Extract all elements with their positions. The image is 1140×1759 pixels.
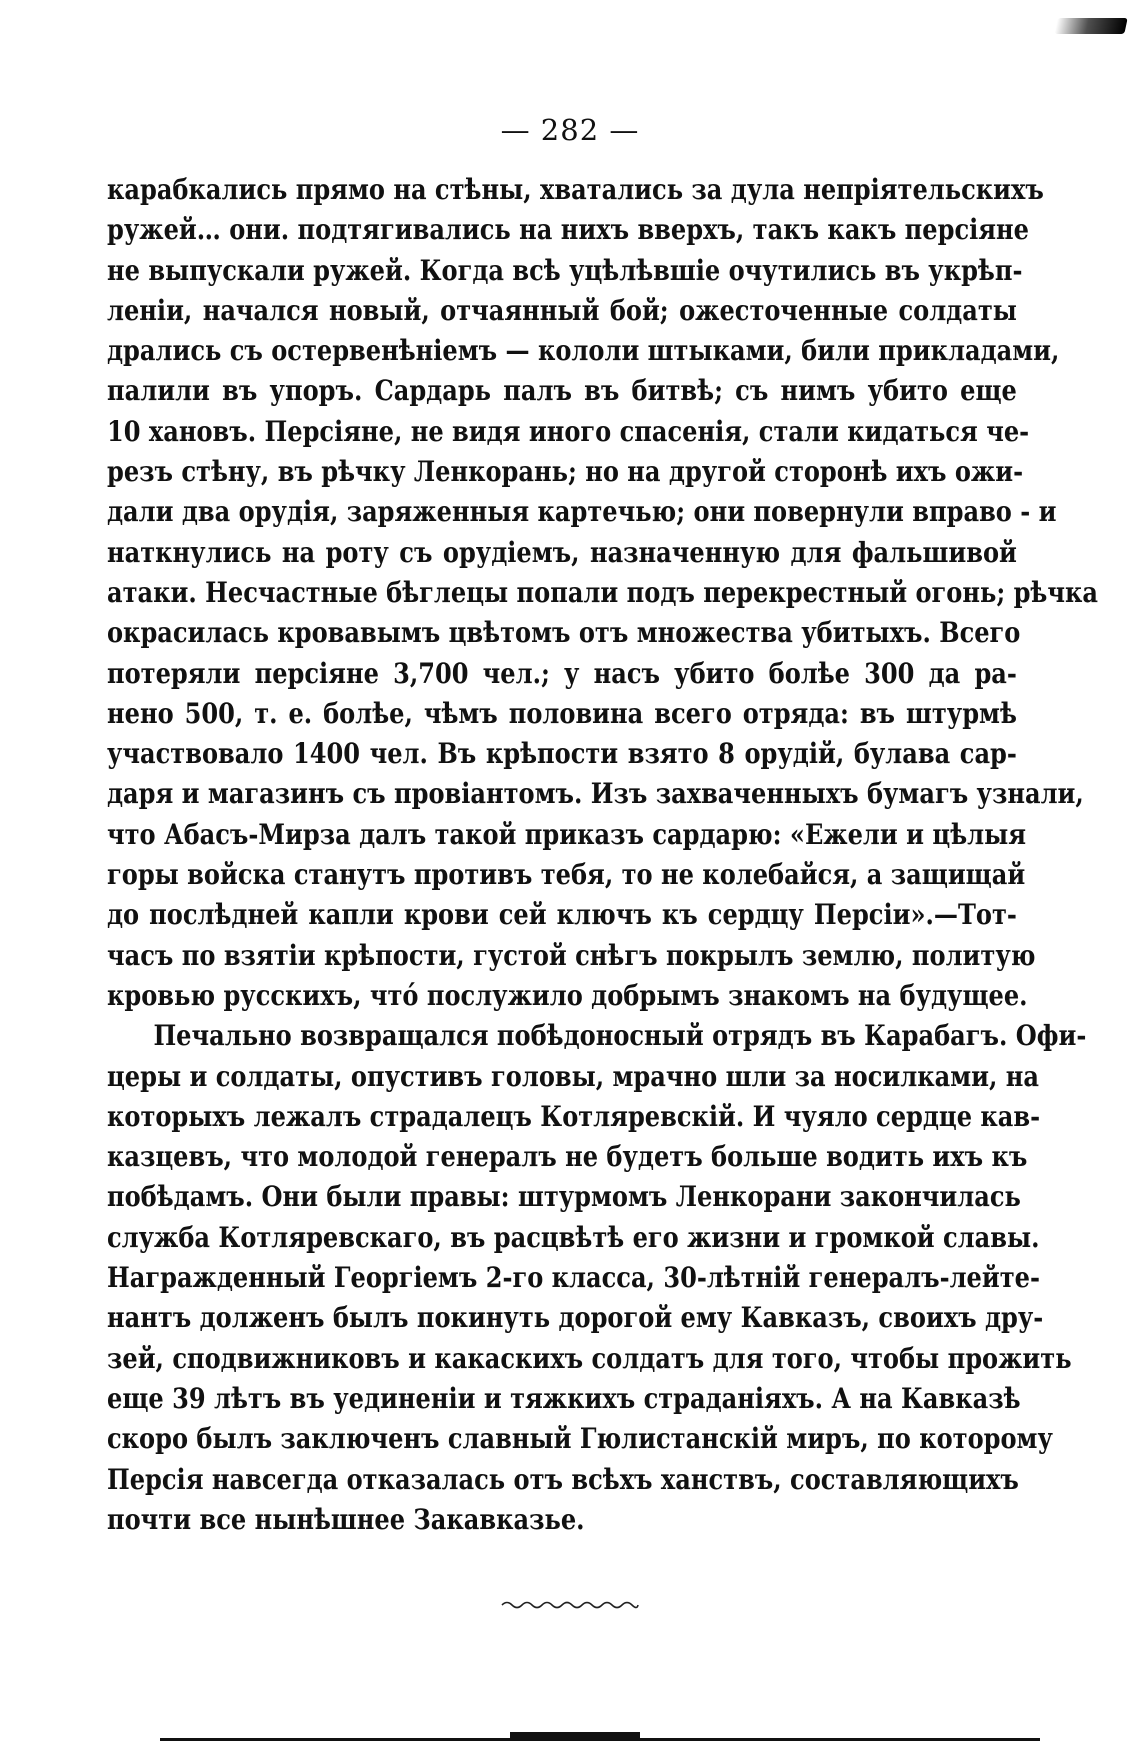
ornament-divider [0, 1598, 1140, 1612]
text-line: Награжденный Георгіемъ 2-го класса, 30-лѣтній генералъ-лейте- [107, 1261, 1040, 1295]
text-line: казцевъ, что молодой генералъ не будетъ больше водить ихъ къ [107, 1140, 1028, 1174]
text-line: что Абасъ-Мирза далъ такой приказъ сардарю: «Ежели и цѣлыя [107, 817, 1027, 851]
text-line: дали два орудія, заряженныя картечью; они повернули вправо - и [107, 495, 1057, 529]
text-line: нантъ долженъ былъ покинуть дорогой ему Кавказъ, своихъ дру- [107, 1301, 1044, 1335]
text-body [107, 170, 1098, 1540]
text-line: Печально возвращался побѣдоносный отрядъ въ Карабагъ. Офи- [153, 1019, 1087, 1053]
text-line: атаки. Несчастные бѣглецы попали подъ перекрестный огонь; рѣчка [107, 575, 1098, 609]
text-line: окрасилась кровавымъ цвѣтомъ отъ множества убитыхъ. Всего [107, 616, 1021, 650]
text-line: палили въ упоръ. Сардарь палъ въ битвѣ; съ нимъ убито еще [107, 374, 1017, 408]
text-line: участвовало 1400 чел. Въ крѣпости взято 8 орудій, булава сар- [107, 737, 1017, 771]
text-line: не выпускали ружей. Когда всѣ уцѣлѣвшіе очутились въ укрѣп- [107, 253, 1023, 287]
text-line: служба Котляревскаго, въ расцвѣтѣ его жизни и громкой славы. [107, 1220, 1040, 1254]
text-line: часъ по взятіи крѣпости, густой снѣгъ покрылъ землю, политую [107, 938, 1036, 972]
text-line: скоро былъ заключенъ славный Гюлистанскій миръ, по которому [107, 1422, 1053, 1456]
bottom-edge-mark [510, 1732, 640, 1741]
text-line: которыхъ лежалъ страдалецъ Котляревскій. И чуяло сердце кав- [107, 1099, 1041, 1133]
text-line: 10 хановъ. Персіяне, не видя иного спасенія, стали кидаться че- [107, 414, 1030, 448]
text-line: наткнулись на роту съ орудіемъ, назначенную для фальшивой [107, 535, 1017, 569]
scan-smudge [1054, 18, 1127, 34]
text-line: церы и солдаты, опустивъ головы, мрачно шли за носилками, на [107, 1059, 1039, 1093]
paragraph-2 [107, 1016, 1087, 1540]
text-line: карабкались прямо на стѣны, хватались за дула непріятельскихъ [107, 173, 1044, 206]
wavy-ornament-icon [500, 1598, 640, 1612]
text-line: почти все нынѣшнее Закавказье. [107, 1502, 585, 1536]
text-line: горы войска станутъ противъ тебя, то не колебайся, а защищай [107, 858, 1026, 892]
text-line: резъ стѣну, въ рѣчку Ленкорань; но на другой сторонѣ ихъ ожи- [107, 455, 1024, 489]
text-line: потеряли персіяне 3,700 чел.; у насъ убито болѣе 300 да ра- [107, 656, 1017, 690]
text-line: побѣдамъ. Они были правы: штурмомъ Ленкорани закончилась [107, 1180, 1021, 1214]
text-line: зей, сподвижниковъ и какаскихъ солдатъ для того, чтобы прожить [107, 1341, 1072, 1375]
text-line: даря и магазинъ съ провіантомъ. Изъ захваченныхъ бумагъ узнали, [107, 777, 1084, 811]
page-number: — 282 — [500, 113, 640, 147]
text-line: до послѣдней капли крови сей ключъ къ сердцу Персіи».—Тот- [107, 898, 1017, 932]
text-line: леніи, начался новый, отчаянный бой; ожесточенные солдаты [107, 293, 1017, 327]
text-line: дрались съ остервенѣніемъ — кололи штыками, били прикладами, [107, 334, 1060, 368]
paragraph-1 [107, 170, 1098, 1016]
text-line: ружей… они. подтягивались на нихъ вверхъ, такъ какъ персіяне [107, 213, 1030, 247]
text-line: нено 500, т. е. болѣе, чѣмъ половина всего отряда: въ штурмѣ [107, 696, 1017, 730]
text-line: Персія навсегда отказалась отъ всѣхъ ханствъ, составляющихъ [107, 1462, 1019, 1496]
text-line: еще 39 лѣтъ въ уединеніи и тяжкихъ страданіяхъ. А на Кавказѣ [107, 1381, 1021, 1415]
text-line: кровью русскихъ, что́ послужило добрымъ знакомъ на будущее. [107, 978, 1028, 1012]
